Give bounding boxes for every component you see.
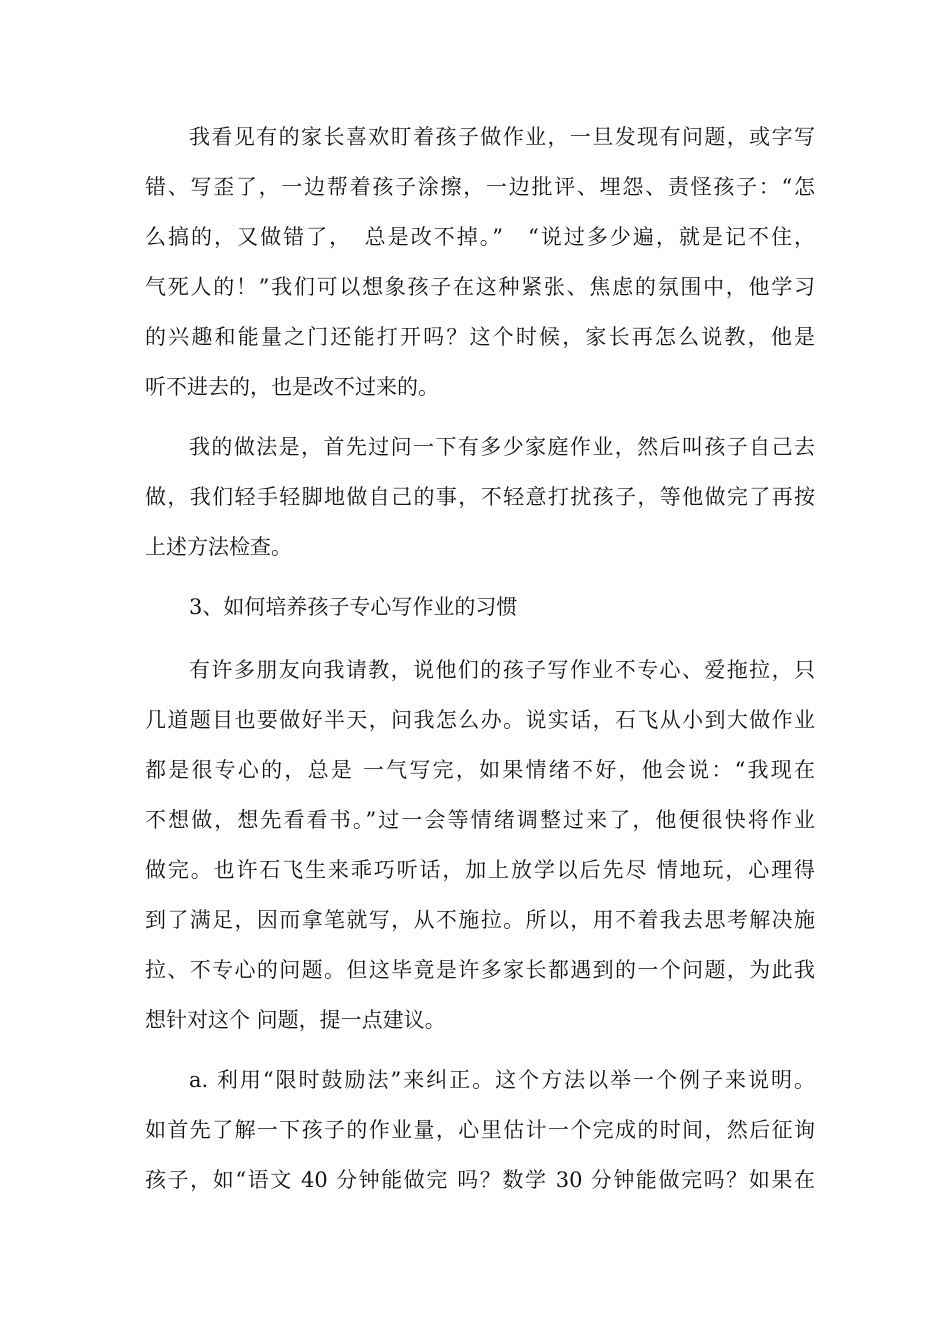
text-line-7: 我的做法是，首先过问一下有多少家庭作业，然后叫孩子自己去 <box>189 435 815 459</box>
text-line-19: a. 利用“限时鼓励法”来纠正。这个方法以举一个例子来说明。 <box>189 1068 815 1092</box>
section-heading: 3、如何培养孩子专心写作业的习惯 <box>189 595 518 619</box>
text-line-11: 有许多朋友向我请教，说他们的孩子写作业不专心、爱拖拉，只 <box>189 658 815 682</box>
text-line-8: 做，我们轻手轻脚地做自己的事，不轻意打扰孩子，等他做完了再按 <box>145 485 815 509</box>
text-line-18: 想针对这个 问题，提一点建议。 <box>145 1008 446 1032</box>
text-line-9: 上述方法检查。 <box>145 535 292 559</box>
text-line-17: 拉、不专心的问题。但这毕竟是许多家长都遇到的一个问题，为此我 <box>145 958 815 982</box>
text-line-16: 到了满足，因而拿笔就写，从不施拉。所以，用不着我去思考解决施 <box>145 908 815 932</box>
text-line-6: 听不进去的，也是改不过来的。 <box>145 375 439 399</box>
text-line-14: 不想做，想先看看书。”过一会等情绪调整过来了，他便很快将作业 <box>145 808 815 832</box>
text-line-3: 么搞的，又做错了， 总是改不掉。” “说过多少遍，就是记不住， <box>145 225 815 249</box>
text-line-13: 都是很专心的，总是 一气写完，如果情绪不好，他会说：“我现在 <box>145 758 815 782</box>
text-line-21: 孩子，如“语文 40 分钟能做完 吗？数学 30 分钟能做完吗？如果在 <box>145 1168 815 1192</box>
text-line-5: 的兴趣和能量之门还能打开吗？这个时候，家长再怎么说教，他是 <box>145 325 815 349</box>
text-line-20: 如首先了解一下孩子的作业量，心里估计一个完成的时间，然后征询 <box>145 1118 815 1142</box>
text-line-1: 我看见有的家长喜欢盯着孩子做作业，一旦发现有问题，或字写 <box>189 125 815 149</box>
text-line-2: 错、写歪了，一边帮着孩子涂擦，一边批评、埋怨、责怪孩子：“怎 <box>145 175 815 199</box>
text-line-12: 几道题目也要做好半天，问我怎么办。说实话，石飞从小到大做作业 <box>145 708 815 732</box>
text-line-15: 做完。也许石飞生来乖巧听话，加上放学以后先尽 情地玩，心理得 <box>145 858 815 882</box>
text-line-4: 气死人的！”我们可以想象孩子在这种紧张、焦虑的氛围中，他学习 <box>145 275 815 299</box>
